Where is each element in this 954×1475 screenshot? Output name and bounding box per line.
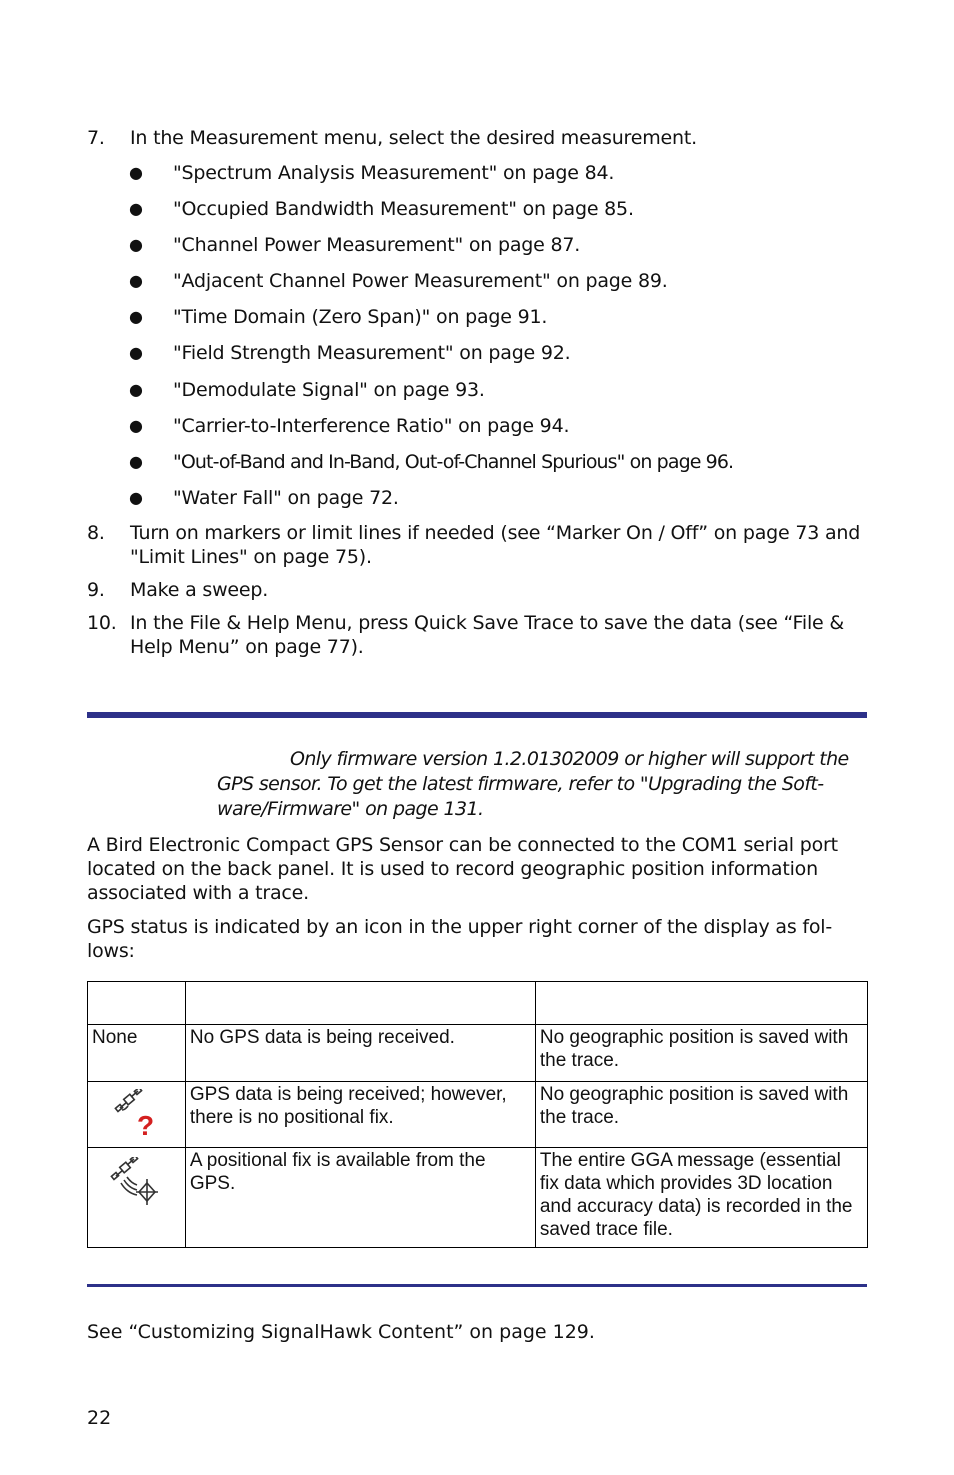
step-text: In the Measurement menu, select the desired measurement. <box>130 127 697 149</box>
step-number: 9. <box>87 579 105 601</box>
table-cell-result: No geographic position is saved with the trace. <box>535 1025 867 1082</box>
page-number: 22 <box>87 1407 112 1429</box>
table-cell-status: No GPS data is being received. <box>185 1025 535 1082</box>
table-header-row <box>88 982 868 1025</box>
table-row <box>88 1025 868 1082</box>
measurement-link-field-strength[interactable]: ● "Field Strength Measurement" on page 92. <box>173 341 571 365</box>
measurement-link-demodulate-signal[interactable]: ● "Demodulate Signal" on page 93. <box>173 378 485 402</box>
gps-status-table <box>87 981 868 1248</box>
table-cell-result: No geographic position is saved with the trace. <box>535 1082 867 1148</box>
measurement-link-spectrum-analysis[interactable]: ● "Spectrum Analysis Measurement" on page 84. <box>173 161 614 185</box>
measurement-link-occupied-bandwidth[interactable]: ● "Occupied Bandwidth Measurement" on page 85. <box>173 197 634 221</box>
gps-status-paragraph: GPS status is indicated by an icon in the upper right corner of the display as fol-lows: <box>87 916 833 962</box>
gps-searching-icon <box>111 1089 161 1139</box>
table-cell-status: GPS data is being received; however, there is no positional fix. <box>185 1082 535 1148</box>
measurement-link-water-fall[interactable]: ● "Water Fall" on page 72. <box>173 486 399 510</box>
firmware-note: Only firmware version 1.2.01302009 or higher will support the GPS sensor. To get the latest firmware, refer to "Upgrading the Soft-ware/Firmware" on page 131. <box>217 748 849 820</box>
step-number: 8. <box>87 522 105 544</box>
table-cell-status: A positional fix is available from the GPS. <box>185 1148 535 1248</box>
step-text: In the File & Help Menu, press Quick Save Trace to save the data (see “File & Help Menu” on page 77). <box>130 612 844 658</box>
step-number: 10. <box>87 612 117 634</box>
table-header-cell <box>88 982 186 1025</box>
svg-text:?: ? <box>137 1110 155 1139</box>
measurement-link-time-domain[interactable]: ● "Time Domain (Zero Span)" on page 91. <box>173 305 547 329</box>
step-text: Turn on markers or limit lines if needed (see “Marker On / Off” on page 73 and "Limit Lines" on page 75). <box>130 522 861 568</box>
table-cell-result: The entire GGA message (essential fix data which provides 3D location and accuracy data) is recorded in the saved trace file. <box>535 1148 867 1248</box>
section-divider <box>87 712 867 718</box>
customize-link-text[interactable]: See “Customizing SignalHawk Content” on page 129. <box>87 1321 595 1343</box>
table-cell-icon <box>88 1082 186 1148</box>
step-text: Make a sweep. <box>130 579 269 601</box>
step-number: 7. <box>87 127 105 149</box>
measurement-link-carrier-to-interference[interactable]: ● "Carrier-to-Interference Ratio" on page 94. <box>173 414 569 438</box>
gps-fix-icon <box>109 1157 163 1211</box>
section-divider <box>87 1284 867 1287</box>
table-row <box>88 1082 868 1148</box>
table-cell-icon <box>88 1148 186 1248</box>
table-cell-icon: None <box>88 1025 186 1082</box>
gps-intro-paragraph: A Bird Electronic Compact GPS Sensor can be connected to the COM1 serial port located on the back panel. It is used to record geographic position information associated with a trace. <box>87 834 838 904</box>
table-header-cell <box>185 982 535 1025</box>
measurement-link-spurious[interactable]: ● "Out-of-Band and In-Band, Out-of-Channel Spurious" on page 96. <box>173 450 733 474</box>
table-header-cell <box>535 982 867 1025</box>
measurement-link-adjacent-channel-power[interactable]: ● "Adjacent Channel Power Measurement" on page 89. <box>173 269 668 293</box>
table-row <box>88 1148 868 1248</box>
measurement-link-channel-power[interactable]: ● "Channel Power Measurement" on page 87. <box>173 233 580 257</box>
